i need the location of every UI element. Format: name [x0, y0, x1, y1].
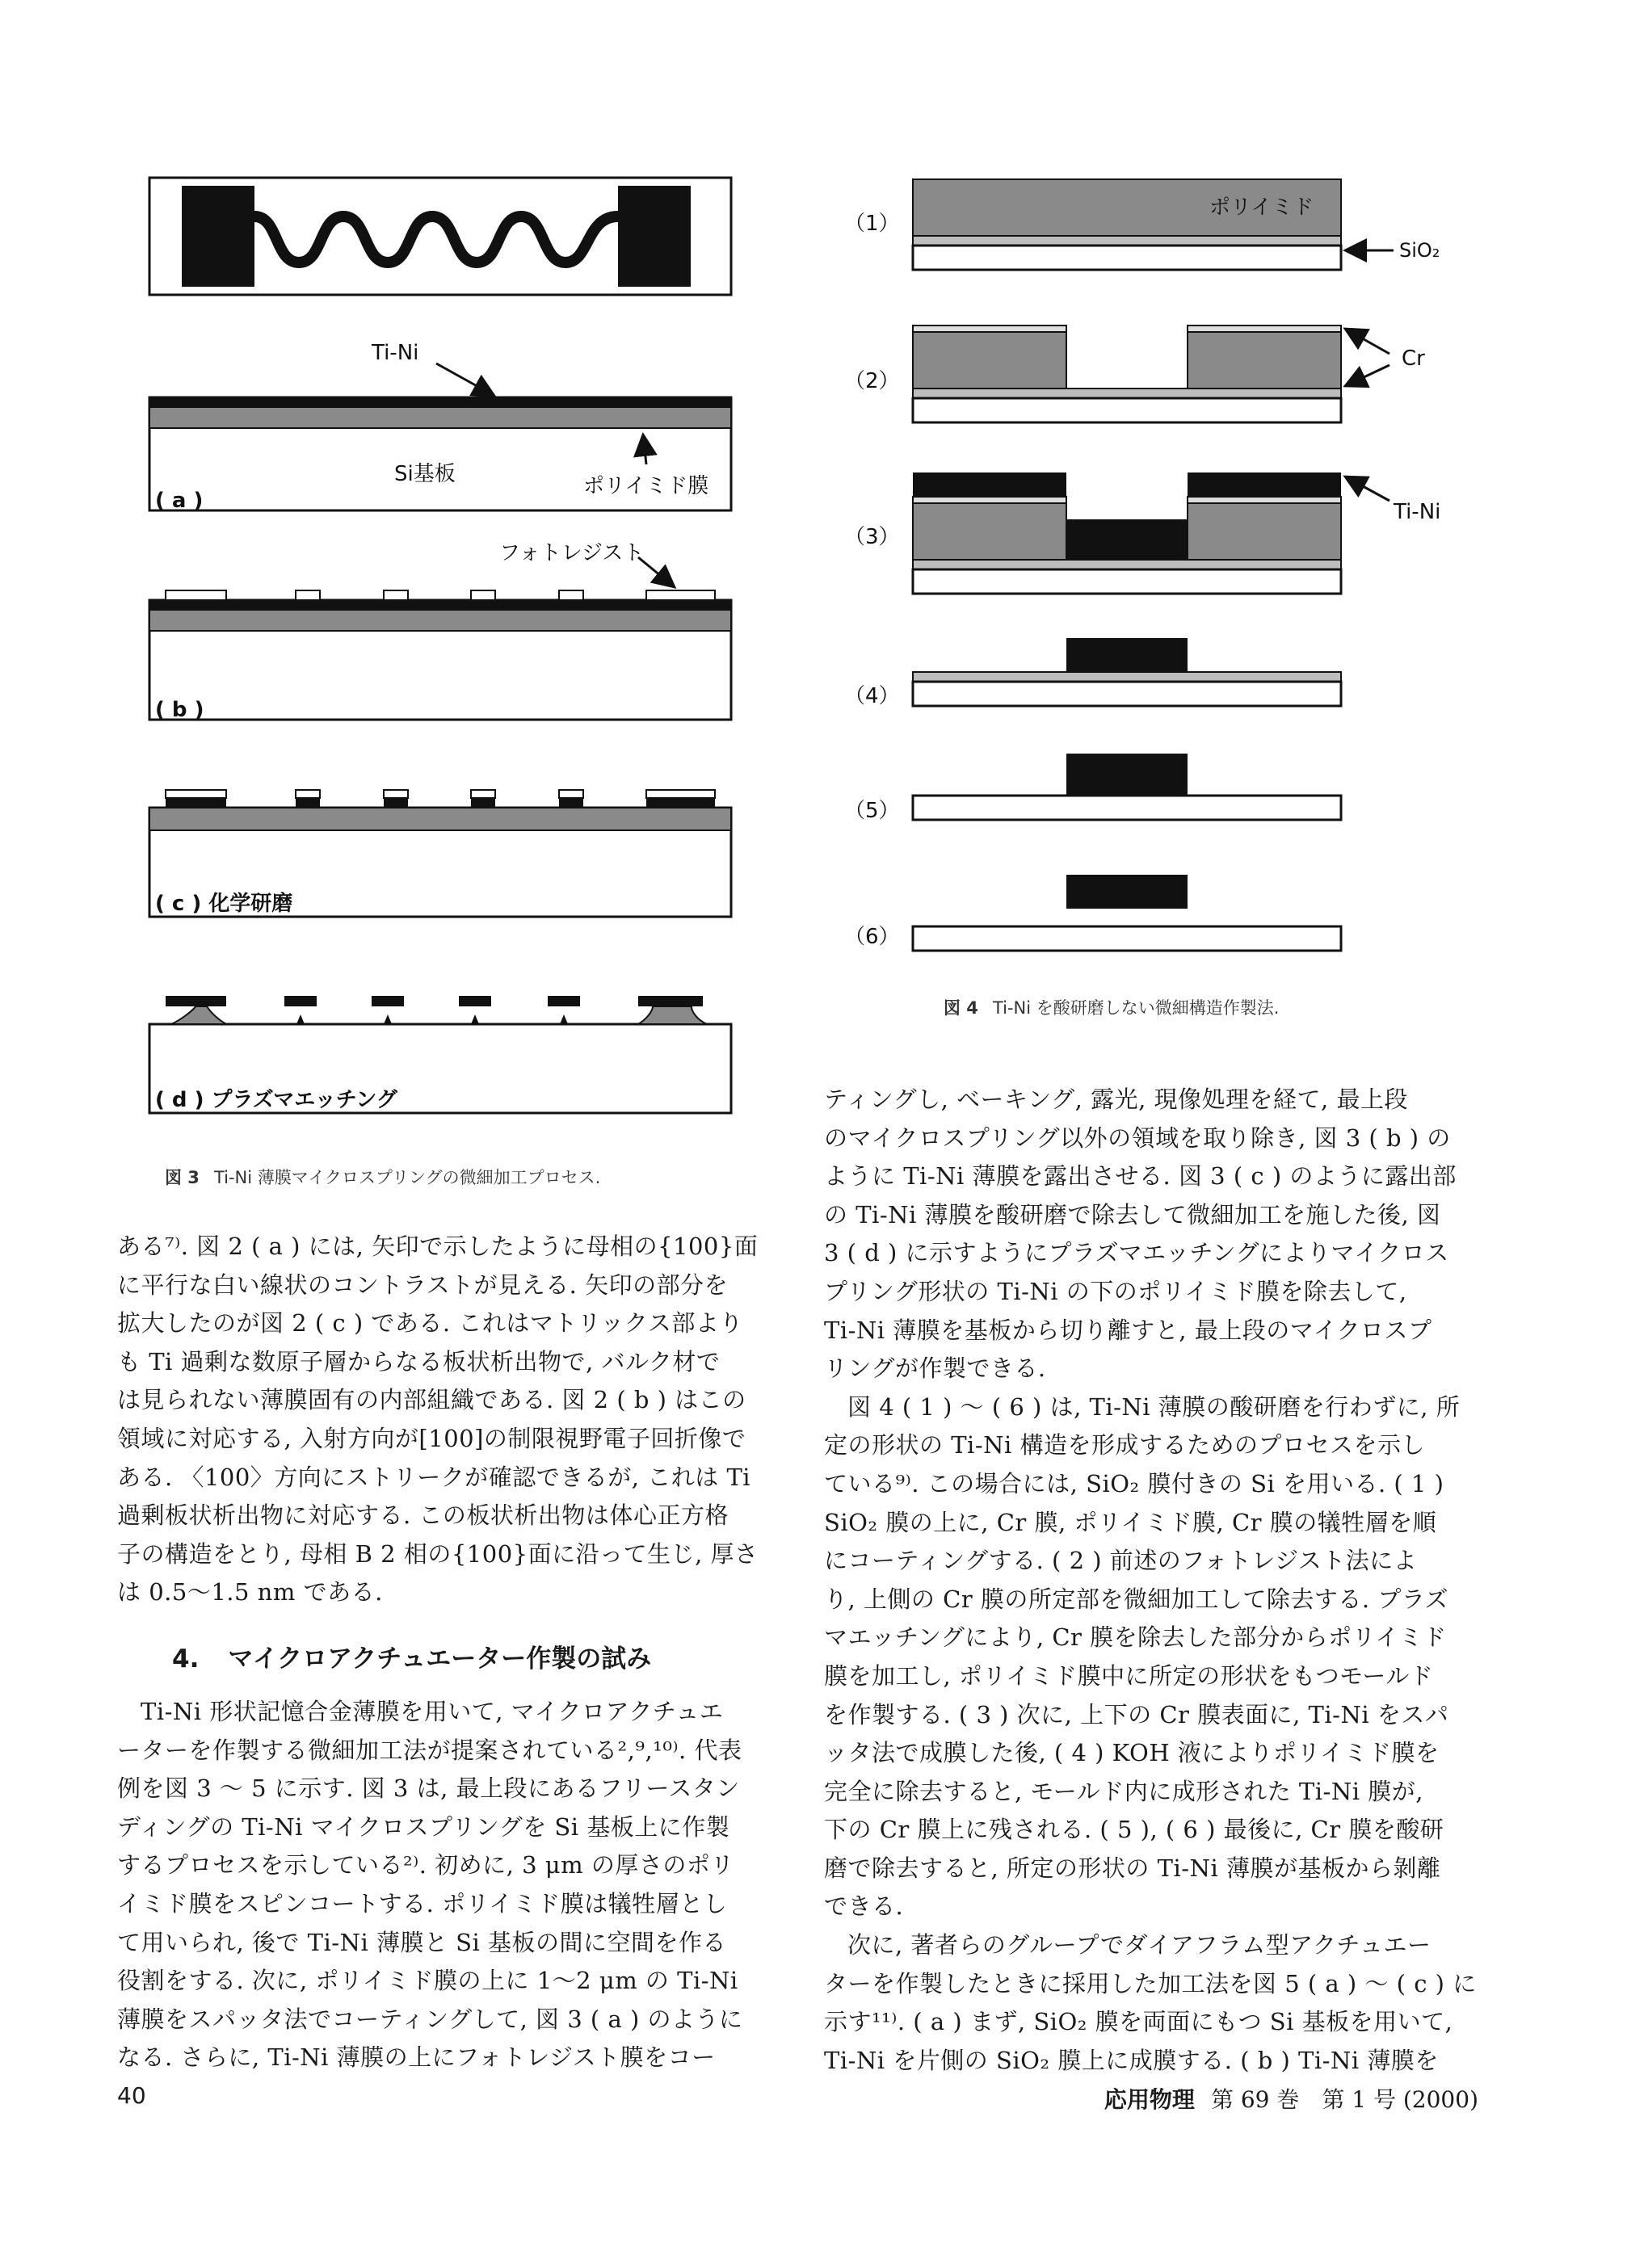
text-line: 次に, 著者らのグループでダイアフラム型アクチュエー	[847, 1931, 1431, 1959]
fig3-label-si-substrate: Si基板	[394, 462, 456, 486]
text-line: ティングし, ベーキング, 露光, 現像処理を経て, 最上段	[824, 1086, 1408, 1113]
text-line: 拡大したのが図 2 ( c ) である. これはマトリックス部より	[117, 1309, 743, 1338]
fig3-caption-text: Ti-Ni 薄膜マイクロスプリングの微細加工プロセス.	[213, 1168, 601, 1187]
text-line: できる.	[824, 1892, 904, 1921]
fig4-step-1: （1）	[844, 212, 900, 236]
text-line: に平行な白い線状のコントラストが見える. 矢印の部分を	[117, 1270, 729, 1299]
fig4-caption	[944, 995, 1279, 1019]
fig4-caption-text: Ti-Ni を酸研磨しない微細構造作製法.	[992, 998, 1280, 1018]
text-line: プリング形状の Ti-Ni の下のポリイミド膜を除去して,	[824, 1277, 1407, 1305]
fig4-label-polyimide: ポリイミド	[1209, 195, 1314, 220]
text-line: のマイクロスプリング以外の領域を取り除き, 図 3 ( b ) の	[824, 1124, 1451, 1152]
text-line: 薄膜をスパッタ法でコーティングして, 図 3 ( a ) のように	[117, 2005, 743, 2033]
text-line: にコーティングする. ( 2 ) 前述のフォトレジスト法によ	[824, 1547, 1418, 1575]
fig4-step-4: （4）	[844, 684, 900, 708]
fig4-caption-number: 図 4	[944, 998, 978, 1018]
text-line: り, 上側の Cr 膜の所定部を微細加工して除去する. プラズ	[824, 1585, 1448, 1613]
text-line: 定の形状の Ti-Ni 構造を形成するためのプロセスを示し	[824, 1431, 1426, 1460]
text-line: イミド膜をスピンコートする. ポリイミド膜は犠牲層とし	[117, 1889, 728, 1917]
page-number: 40	[117, 2082, 146, 2109]
text-line: ある. 〈100〉方向にストリークが確認できるが, これは Ti	[117, 1463, 751, 1491]
fig3-label-ti-ni: Ti-Ni	[372, 341, 419, 365]
text-line: も Ti 過剰な数原子層からなる板状析出物で, バルク材で	[117, 1347, 721, 1376]
text-line: は見られない薄膜固有の内部組織である. 図 2 ( b ) はこの	[117, 1386, 746, 1414]
fig4-label-cr: Cr	[1402, 346, 1425, 371]
text-line: 例を図 3 〜 5 に示す. 図 3 は, 最上段にあるフリースタン	[117, 1774, 740, 1803]
fig3-label-polyimide-film: ポリイミド膜	[583, 474, 709, 498]
journal-info	[1104, 2082, 1478, 2115]
text-line: 示す¹¹⁾. ( a ) まず, SiO₂ 膜を両面にもつ Si 基板を用いて,	[824, 2008, 1453, 2036]
text-line: ある⁷⁾. 図 2 ( a ) には, 矢印で示したように母相の{100}面	[117, 1233, 759, 1260]
text-line: 図 4 ( 1 ) 〜 ( 6 ) は, Ti-Ni 薄膜の酸研磨を行わずに, 所	[847, 1392, 1461, 1421]
fig4-label-sio2: SiO₂	[1399, 239, 1440, 262]
fig4-diagrams	[913, 179, 1394, 951]
text-line: ている⁹⁾. この場合には, SiO₂ 膜付きの Si を用いる. ( 1 )	[824, 1469, 1444, 1497]
text-line: 役割をする. 次に, ポリイミド膜の上に 1〜2 μm の Ti-Ni	[117, 1967, 738, 1995]
text-line: なる. さらに, Ti-Ni 薄膜の上にフォトレジスト膜をコー	[117, 2043, 716, 2072]
fig3-panel-b	[149, 557, 731, 720]
text-line: 完全に除去すると, モールド内に成形された Ti-Ni 膜が,	[824, 1777, 1423, 1805]
section-heading	[172, 1638, 651, 1674]
text-line: リングが作製できる.	[824, 1354, 1046, 1383]
text-line: ーターを作製する微細加工法が提案されている²,⁹,¹⁰⁾. 代表	[117, 1736, 742, 1764]
text-line: 磨で除去すると, 所定の形状の Ti-Ni 薄膜が基板から剝離	[824, 1854, 1441, 1882]
fig3-label-a: ( a )	[155, 489, 204, 513]
right-column	[824, 1081, 1482, 2080]
fig4-step-6: （6）	[844, 925, 900, 949]
section-title: マイクロアクチュエーター作製の試み	[228, 1644, 652, 1674]
text-line: するプロセスを示している²⁾. 初めに, 3 μm の厚さのポリ	[117, 1851, 734, 1880]
text-line: Ti-Ni 薄膜を基板から切り離すと, 最上段のマイクロスプ	[824, 1316, 1432, 1344]
text-line: を作製する. ( 3 ) 次に, 上下の Cr 膜表面に, Ti-Ni をスパ	[824, 1700, 1449, 1728]
fig4-step-3: （3）	[844, 525, 900, 549]
text-line: 領域に対応する, 入射方向が[100]の制限視野電子回折像で	[117, 1424, 746, 1452]
left-column-para2	[117, 1693, 767, 2077]
fig3-caption	[165, 1165, 600, 1189]
journal-issue: 第 69 巻 第 1 号 (2000)	[1210, 2086, 1478, 2113]
journal-name: 応用物理	[1104, 2086, 1195, 2113]
text-line: Ti-Ni 形状記憶合金薄膜を用いて, マイクロアクチュエ	[141, 1698, 724, 1725]
text-line: 子の構造をとり, 母相 B 2 相の{100}面に沿って生じ, 厚さ	[117, 1539, 759, 1568]
text-line: 膜を加工し, ポリイミド膜中に所定の形状をもつモールド	[824, 1661, 1434, 1690]
left-column-para1	[117, 1228, 767, 1612]
fig3-label-photoresist: フォトレジスト	[499, 541, 645, 565]
text-line: て用いられ, 後で Ti-Ni 薄膜と Si 基板の間に空間を作る	[117, 1928, 727, 1956]
text-line: は 0.5〜1.5 nm である.	[117, 1578, 383, 1606]
fig3-label-d: ( d ) プラズマエッチング	[155, 1088, 397, 1112]
fig3-label-c: ( c ) 化学研磨	[155, 892, 293, 916]
text-line: の Ti-Ni 薄膜を酸研磨で除去して微細加工を施した後, 図	[824, 1200, 1441, 1228]
fig3-label-b: ( b )	[155, 698, 204, 722]
fig3-caption-number: 図 3	[165, 1168, 200, 1187]
text-line: ディングの Ti-Ni マイクロスプリングを Si 基板上に作製	[117, 1812, 730, 1841]
fig4-label-ti-ni: Ti-Ni	[1394, 500, 1441, 524]
text-line: 過剰板状析出物に対応する. この板状析出物は体心正方格	[117, 1502, 729, 1530]
text-line: 3 ( d ) に示すようにプラズマエッチングによりマイクロス	[824, 1239, 1449, 1267]
text-line: ように Ti-Ni 薄膜を露出させる. 図 3 ( c ) のように露出部	[824, 1162, 1457, 1191]
fig3-spring-diagram	[149, 178, 731, 295]
text-line: 下の Cr 膜上に残される. ( 5 ), ( 6 ) 最後に, Cr 膜を酸研	[824, 1816, 1444, 1844]
fig4-step-5: （5）	[844, 799, 900, 823]
text-line: Ti-Ni を片側の SiO₂ 膜上に成膜する. ( b ) Ti-Ni 薄膜を	[824, 2046, 1439, 2074]
text-line: SiO₂ 膜の上に, Cr 膜, ポリイミド膜, Cr 膜の犠牲層を順	[824, 1508, 1437, 1536]
text-line: ッタ法で成膜した後, ( 4 ) KOH 液によりポリイミド膜を	[824, 1739, 1440, 1767]
section-number: 4.	[172, 1644, 200, 1674]
fig4-step-2: （2）	[844, 369, 900, 393]
text-line: マエッチングにより, Cr 膜を除去した部分からポリイミド	[824, 1623, 1447, 1652]
text-line: ターを作製したときに採用した加工法を図 5 ( a ) 〜 ( c ) に	[824, 1969, 1477, 1997]
